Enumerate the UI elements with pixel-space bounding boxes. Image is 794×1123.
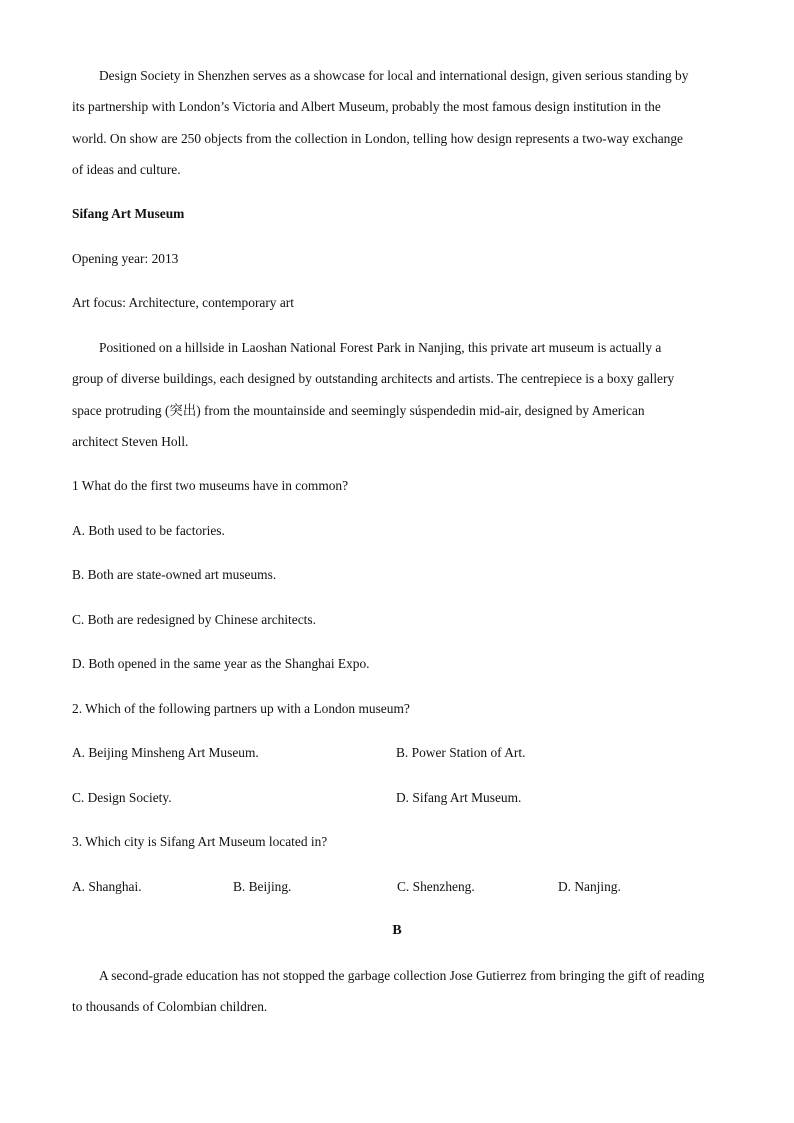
section-b-heading: B xyxy=(392,923,402,938)
question-1-option-a: A. Both used to be factories. xyxy=(72,523,225,538)
question-2-option-d: D. Sifang Art Museum. xyxy=(396,790,522,805)
sifang-opening-year: Opening year: 2013 xyxy=(72,251,179,266)
question-2-option-b: B. Power Station of Art. xyxy=(396,745,526,760)
section-b-line-2: to thousands of Colombian children. xyxy=(72,999,268,1014)
question-2-stem: 2. Which of the following partners up with a London museum? xyxy=(72,701,410,716)
intro-line-1: Design Society in Shenzhen serves as a showcase for local and international design, given serious standing by xyxy=(99,68,689,83)
sifang-paragraph-line-2: group of diverse buildings, each designed by outstanding architects and artists. The centrepiece is a boxy gallery xyxy=(72,371,675,386)
intro-line-2: its partnership with London’s Victoria and Albert Museum, probably the most famous design institution in the xyxy=(72,99,661,114)
section-b-line-1: A second-grade education has not stopped the garbage collection Jose Gutierrez from bringing the gift of reading xyxy=(99,968,705,983)
intro-line-3: world. On show are 250 objects from the collection in London, telling how design represents a two-way exchange xyxy=(72,131,683,146)
sifang-paragraph-line-4: architect Steven Holl. xyxy=(72,434,189,449)
sifang-art-focus: Art focus: Architecture, contemporary art xyxy=(72,295,294,310)
question-1-option-c: C. Both are redesigned by Chinese architects. xyxy=(72,612,316,627)
question-3-option-a: A. Shanghai. xyxy=(72,879,142,894)
question-1-option-b: B. Both are state-owned art museums. xyxy=(72,567,277,582)
sifang-paragraph-line-3: space protruding (突出) from the mountainside and seemingly súspendedin mid-air, designed by American xyxy=(72,403,645,418)
question-2-option-c: C. Design Society. xyxy=(72,790,172,805)
sifang-paragraph-line-1: Positioned on a hillside in Laoshan National Forest Park in Nanjing, this private art museum is actually a xyxy=(99,340,662,355)
intro-line-4: of ideas and culture. xyxy=(72,162,181,177)
question-3-option-d: D. Nanjing. xyxy=(558,879,621,894)
question-3-stem: 3. Which city is Sifang Art Museum located in? xyxy=(72,834,328,849)
question-1-stem: 1 What do the first two museums have in common? xyxy=(72,478,349,493)
question-1-option-d: D. Both opened in the same year as the Shanghai Expo. xyxy=(72,656,370,671)
sifang-title: Sifang Art Museum xyxy=(72,206,185,221)
question-3-option-b: B. Beijing. xyxy=(233,879,292,894)
question-2-option-a: A. Beijing Minsheng Art Museum. xyxy=(72,745,259,760)
question-3-option-c: C. Shenzheng. xyxy=(397,879,475,894)
